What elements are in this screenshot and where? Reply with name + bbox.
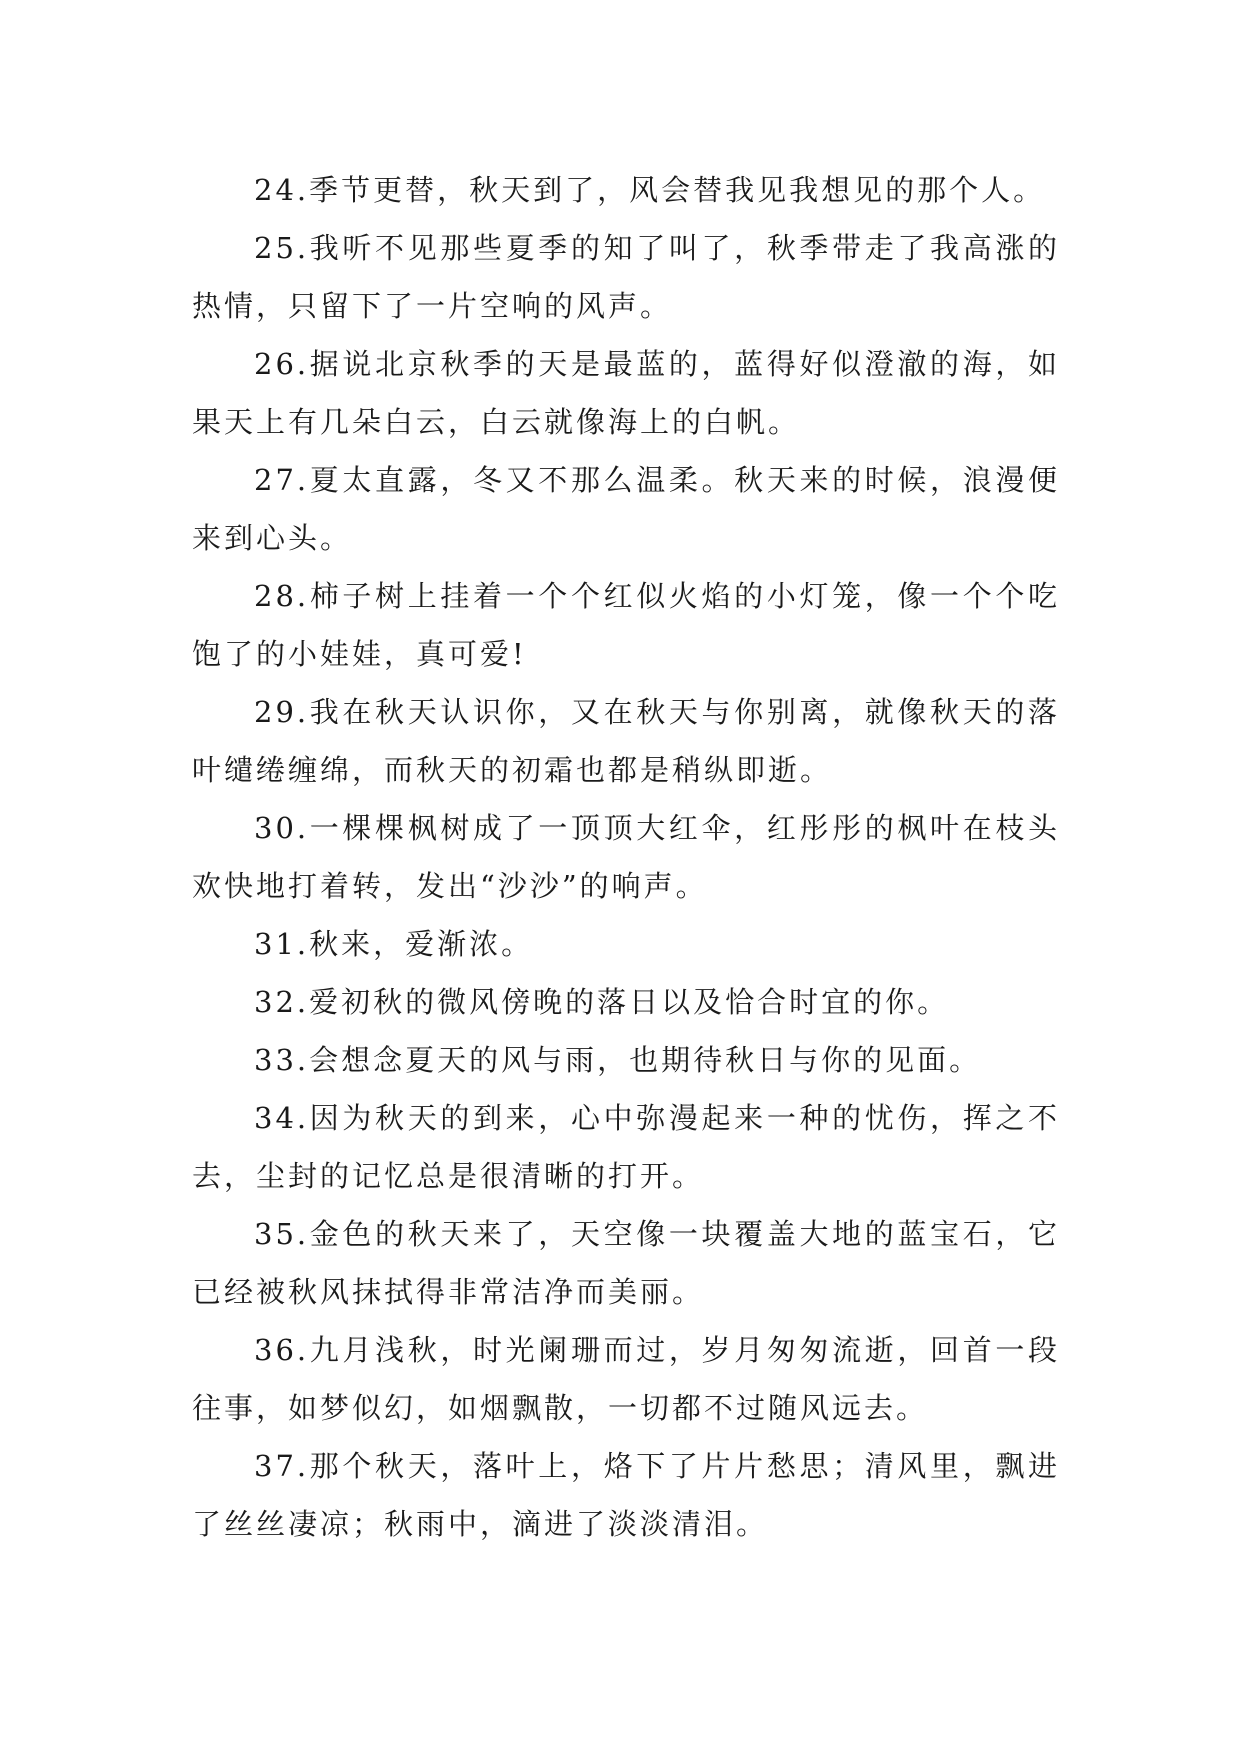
paragraph-28: 28.柿子树上挂着一个个红似火焰的小灯笼，像一个个吃饱了的小娃娃，真可爱!: [192, 579, 1060, 671]
paragraph-29: 29.我在秋天认识你，又在秋天与你别离，就像秋天的落叶缱绻缠绵，而秋天的初霜也都是稍纵即逝。: [192, 695, 1060, 787]
paragraph-33: 33.会想念夏天的风与雨，也期待秋日与你的见面。: [254, 1043, 982, 1077]
paragraph-26: 26.据说北京秋季的天是最蓝的，蓝得好似澄澈的海，如果天上有几朵白云，白云就像海上的白帆。: [192, 347, 1060, 439]
paragraph-34: 34.因为秋天的到来，心中弥漫起来一种的忧伤，挥之不去，尘封的记忆总是很清晰的打开。: [192, 1101, 1060, 1193]
paragraph-27: 27.夏太直露，冬又不那么温柔。秋天来的时候，浪漫便来到心头。: [192, 463, 1060, 555]
paragraph-24: 24.季节更替，秋天到了，风会替我见我想见的那个人。: [254, 173, 1046, 207]
paragraph-31: 31.秋来，爱渐浓。: [254, 927, 534, 961]
paragraph-25: 25.我听不见那些夏季的知了叫了，秋季带走了我高涨的热情，只留下了一片空响的风声。: [192, 231, 1060, 323]
paragraph-37: 37.那个秋天，落叶上，烙下了片片愁思；清风里，飘进了丝丝凄凉；秋雨中，滴进了淡淡清泪。: [192, 1449, 1060, 1541]
paragraph-30: 30.一棵棵枫树成了一顶顶大红伞，红彤彤的枫叶在枝头欢快地打着转，发出“沙沙”的响声。: [192, 811, 1060, 903]
document-body: [192, 161, 1060, 1553]
paragraph-36: 36.九月浅秋，时光阑珊而过，岁月匆匆流逝，回首一段往事，如梦似幻，如烟飘散，一切都不过随风远去。: [192, 1333, 1060, 1425]
paragraph-32: 32.爱初秋的微风傍晚的落日以及恰合时宜的你。: [254, 985, 950, 1019]
paragraph-35: 35.金色的秋天来了，天空像一块覆盖大地的蓝宝石，它已经被秋风抹拭得非常洁净而美丽。: [192, 1217, 1060, 1309]
